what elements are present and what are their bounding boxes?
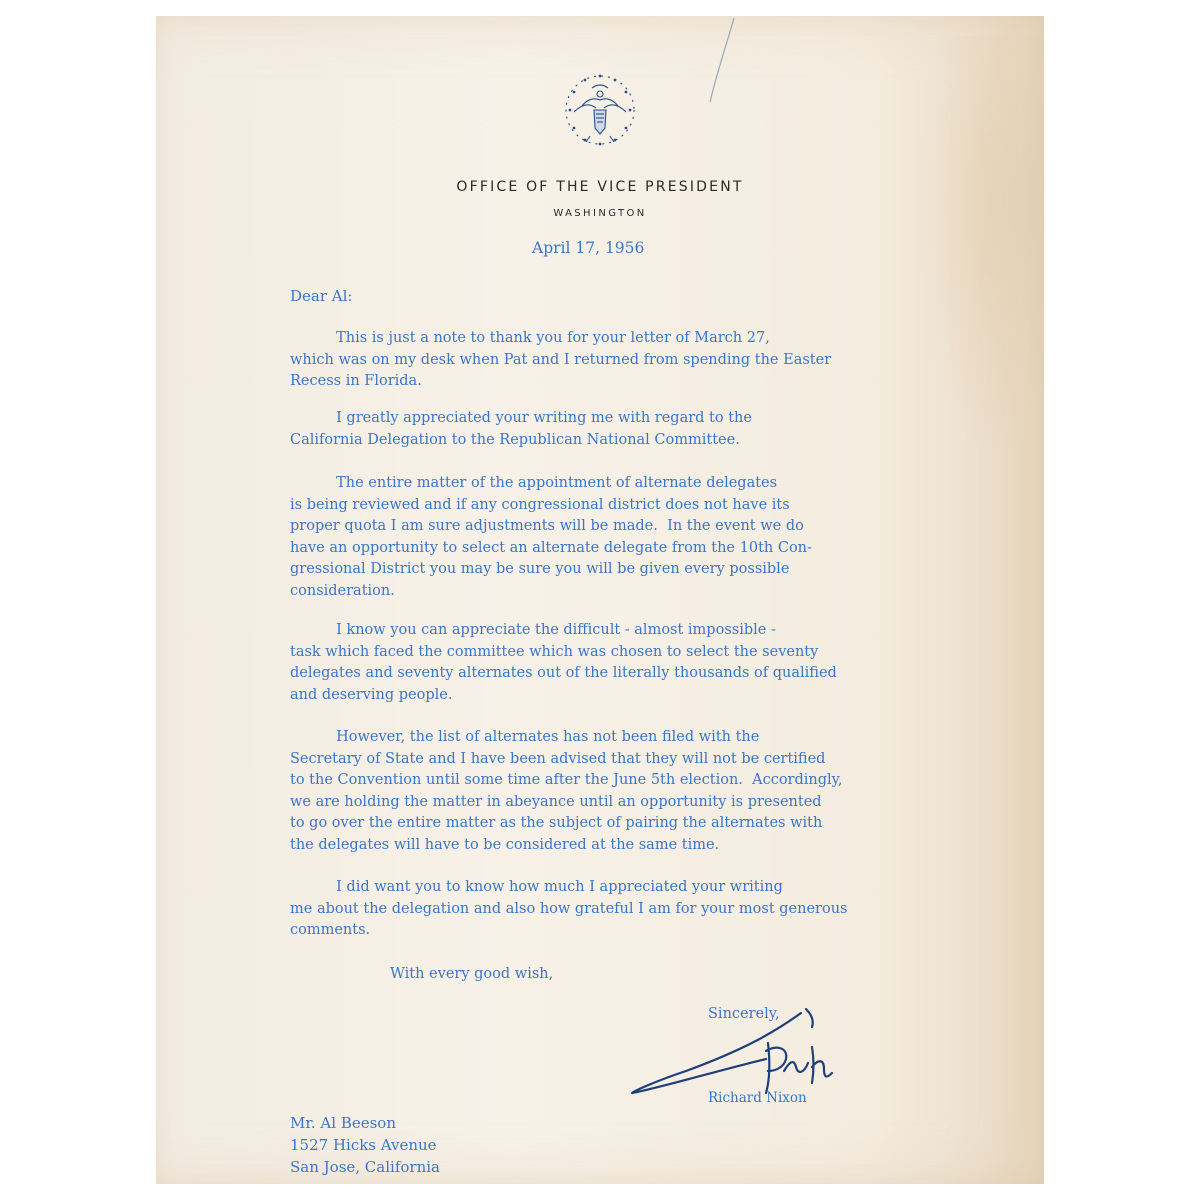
recipient-street: 1527 Hicks Avenue	[290, 1136, 437, 1154]
paragraph-6: I did want you to know how much I appreciated your writing me about the delegation and also how grateful I am for your most generous comments.	[290, 879, 848, 938]
paragraph-4: I know you can appreciate the difficult - almost impossible - task which faced the committee which was chosen to select the seventy delegates and seventy alternates out of the literally thousands of qualified and deserving people.	[290, 622, 837, 703]
letterhead-office: OFFICE OF THE VICE PRESIDENT	[456, 179, 744, 195]
paragraph-2: I greatly appreciated your writing me with regard to the California Delegation to the Republican National Committee.	[290, 410, 752, 448]
paragraph-1: This is just a note to thank you for your letter of March 27, which was on my desk when Pat and I returned from spending the Easter Recess in Florida.	[290, 330, 832, 389]
vice-president-seal-icon	[560, 66, 640, 158]
paragraph-3: The entire matter of the appointment of alternate delegates is being reviewed and if any congressional district does not have its proper quota I am sure adjustments will be made. In the event we do have an opportunity to select an alternate delegate from the 10th Con- gressional District you may be sure you will be given every possible consideration.	[290, 475, 812, 599]
letter-page	[156, 16, 1044, 1184]
closing-line: With every good wish,	[390, 966, 554, 982]
recipient-city: San Jose, California	[290, 1158, 440, 1176]
recipient-name: Mr. Al Beeson	[290, 1114, 396, 1132]
salutation: Dear Al:	[290, 287, 353, 305]
signer-name: Richard Nixon	[708, 1090, 807, 1106]
sign-off: Sincerely,	[708, 1006, 780, 1022]
recipient-address	[290, 1112, 440, 1178]
pen-stroke-mark	[696, 16, 756, 106]
paper-stain	[916, 36, 1046, 456]
letterhead-city: WASHINGTON	[553, 208, 647, 219]
paragraph-5: However, the list of alternates has not been filed with the Secretary of State and I have been advised that they will not be certified to the Convention until some time after the June 5th election. Accordingly, we are holding the matter in abeyance until an opportunity is presented to go over the entire matter as the subject of pairing the alternates with the delegates will have to be considered at the same time.	[290, 729, 843, 853]
letter-date: April 17, 1956	[532, 239, 645, 257]
